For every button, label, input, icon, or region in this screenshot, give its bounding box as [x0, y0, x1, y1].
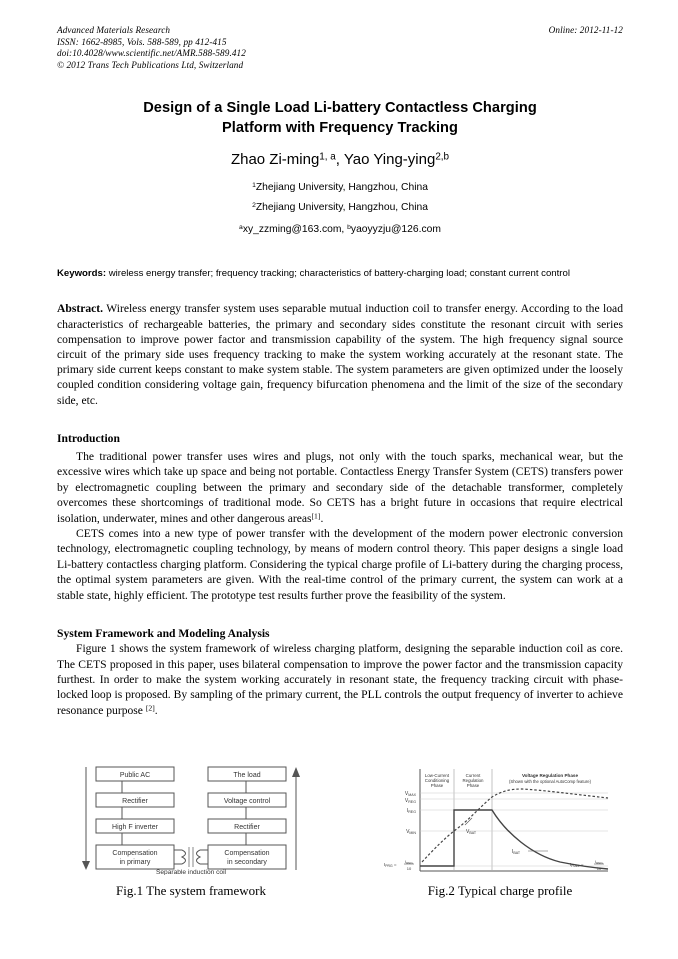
- abstract-label: Abstract.: [57, 302, 104, 316]
- fig2-phase-1-line1: Low-Current: [424, 773, 450, 778]
- fig1-block-rectifier-primary: Rectifier: [122, 798, 148, 805]
- figure-2-caption: Fig.2 Typical charge profile: [427, 883, 573, 898]
- citation-marker: [1]: [311, 511, 321, 521]
- fig2-phase-2-line1: Current: [465, 773, 481, 778]
- fig1-block-compensation-secondary: Compensation: [224, 850, 270, 857]
- fig1-block-rectifier-secondary: Rectifier: [234, 824, 260, 831]
- fig2-xlabel-ifull: $I_{FULL}$ =: [570, 862, 584, 868]
- fig2-xlabel-iprg: $I_{PRG}$ =: [384, 862, 397, 868]
- affiliation-1-text: Zhejiang University, Hangzhou, China: [255, 182, 428, 194]
- author-list: [57, 150, 623, 170]
- fig2-xlabel-ifull-den: 10: [596, 866, 602, 871]
- author-2-superscript: 2,b: [435, 151, 450, 163]
- page-title: [57, 98, 623, 138]
- masthead-issn: ISSN: 1662-8985, Vols. 588-589, pp 412-415: [57, 36, 227, 47]
- fig2-phase-2-line2: Regulation: [462, 778, 484, 783]
- fig2-phase-3-line1: Voltage Regulation Phase: [521, 773, 579, 778]
- affiliations: [57, 178, 623, 217]
- fig2-phase-3-line2: (Shown with the optional AutoComp feature): [509, 779, 591, 784]
- masthead-journal: Advanced Materials Research: [57, 25, 171, 35]
- page-content: [57, 25, 623, 718]
- fig2-ylabel-ireg: $I_{REG}$: [406, 808, 416, 814]
- abstract-block: [57, 301, 623, 407]
- author-emails: [57, 220, 623, 239]
- email-1: xy_zzming@163.com,: [242, 224, 348, 236]
- fig1-block-compensation-secondary-2: in secondary: [227, 859, 267, 866]
- figure-2: [382, 763, 618, 881]
- paragraph-text: The traditional power transfer uses wires and plugs, not only with the touch sparks, mechanical wear, but the excessive wires which take up space and being not portable. Contactless Energy Transfer System (CETS) transfers power by electromagnetic coupling between the primary and secondary side of the detachable transformer, completely overcomes these shortcomings of traditional mode. So CETS has a bright future in occasions that require electrical isolation, underwater, mines and other dangerous areas: [57, 450, 623, 525]
- paragraph: [57, 641, 623, 718]
- paragraph: [57, 526, 623, 603]
- paragraph-tail: .: [320, 511, 324, 525]
- masthead-online-date: Online: 2012-11-12: [548, 25, 623, 35]
- section-heading-system-framework: System Framework and Modeling Analysis: [57, 627, 270, 641]
- fig2-ylabel-vmin: $V_{MIN}$: [406, 829, 416, 835]
- paragraph-text: CETS comes into a new type of power transfer with the development of the modern power electronic conversion technology, electromagnetic coupling technology, by means of modern control theory. This paper designs a single load Li-battery contactless charging platform. Considering the typical charge profile of Li-battery during the charging process, the optimal system parameters are given. With the real-time control of the primary current, the system can work at a stable state, highly efficient. The prototype test results further prove the feasibility of the system.: [57, 527, 623, 602]
- figure-1-diagram: [78, 763, 304, 875]
- keywords-text: wireless energy transfer; frequency tracking; characteristics of battery-charging load; constant current control: [106, 268, 570, 280]
- fig2-xlabel-iprg-den: 10: [406, 866, 412, 871]
- title-line-2: Platform with Frequency Tracking: [222, 120, 458, 137]
- abstract-text: Wireless energy transfer system uses separable mutual induction coil to transfer energy. According to the load characteristics of rechargeable batteries, the primary and secondary sides constitute the resonant circuit with series compensation to improve power factor and transmission capability of the system. The high frequency signal source circuit of the primary side uses frequency tracking to make the system working accurately at the resonant state. The primary side current keeps constant to make system stable. The system parameters are given optimized under the loosely coupled condition considering voltage gain, frequency bifurcation phenomena and the limit of the size of the secondary side, etc.: [57, 302, 623, 407]
- citation-marker: [2]: [145, 703, 155, 713]
- fig1-block-the-load: The load: [233, 772, 261, 779]
- paragraph-tail: .: [154, 703, 158, 717]
- fig2-xlabel-iprg-num: $I_{REG}$: [405, 859, 413, 865]
- keywords-block: [57, 267, 623, 280]
- affiliation-2-text: Zhejiang University, Hangzhou, China: [255, 201, 428, 213]
- fig1-block-compensation-primary: Compensation: [112, 850, 158, 857]
- fig2-ylabel-vreg: $V_{REG}$: [404, 798, 416, 804]
- affiliation-2: [57, 198, 623, 218]
- email-2-marker: b: [347, 224, 351, 232]
- fig2-phase-1-line2: Conditioning: [424, 778, 450, 783]
- figure-1: [78, 763, 304, 873]
- affiliation-2-marker: 2: [252, 201, 256, 209]
- fig2-curve-label-ibat: $I_{BAT}$: [512, 849, 521, 855]
- fig1-coil-label: Separable induction coil: [155, 869, 227, 875]
- email-1-marker: a: [239, 224, 243, 232]
- figure-2-chart: [382, 763, 618, 879]
- figures-row: [0, 763, 678, 913]
- fig1-block-voltage-control: Voltage control: [223, 798, 271, 805]
- fig2-phase-1-line3: Phase: [430, 783, 444, 788]
- fig2-curve-label-vbat: $V_{BAT}$: [466, 829, 477, 835]
- author-2-name: Yao Ying-ying: [343, 151, 436, 169]
- paragraph-text: Figure 1 shows the system framework of wireless charging platform, designing the separable induction coil as core. The CETS proposed in this paper, uses bilateral compensation to improve the power factor and the transmission capacity furthest. In order to make the system working accurately in resonant state, the frequency tracking circuit with phase-locked loop is proposed. By sampling of the primary current, the PLL controls the output frequency of inverter to achieve resonance purpose: [57, 642, 623, 717]
- paragraph: [57, 449, 623, 526]
- author-1-superscript: 1, a: [319, 151, 336, 163]
- fig1-block-high-f-inverter: High F inverter: [112, 824, 158, 831]
- fig2-phase-2-line3: Phase: [466, 783, 480, 788]
- author-1-name: Zhao Zi-ming: [230, 151, 320, 169]
- email-2: yaoyyzju@126.com: [350, 224, 441, 236]
- author-separator: ,: [335, 151, 344, 169]
- masthead-doi: doi:10.4028/www.scientific.net/AMR.588-589.412: [57, 48, 246, 59]
- affiliation-1-marker: 1: [252, 182, 256, 190]
- masthead-copyright: © 2012 Trans Tech Publications Ltd, Switzerland: [57, 59, 244, 70]
- figure-1-caption: Fig.1 The system framework: [116, 883, 266, 898]
- title-line-1: Design of a Single Load Li-battery Contactless Charging: [143, 100, 537, 117]
- section-heading-introduction: Introduction: [57, 431, 120, 445]
- affiliation-1: [57, 178, 623, 198]
- masthead: [57, 25, 623, 71]
- fig2-ylabel-vmax: $V_{MAX}$: [404, 791, 416, 797]
- fig1-block-public-ac: Public AC: [119, 772, 151, 779]
- fig2-xlabel-ifull-num: $I_{REG}$: [595, 859, 603, 865]
- fig1-block-compensation-primary-2: in primary: [119, 859, 151, 866]
- keywords-label: Keywords:: [57, 268, 107, 280]
